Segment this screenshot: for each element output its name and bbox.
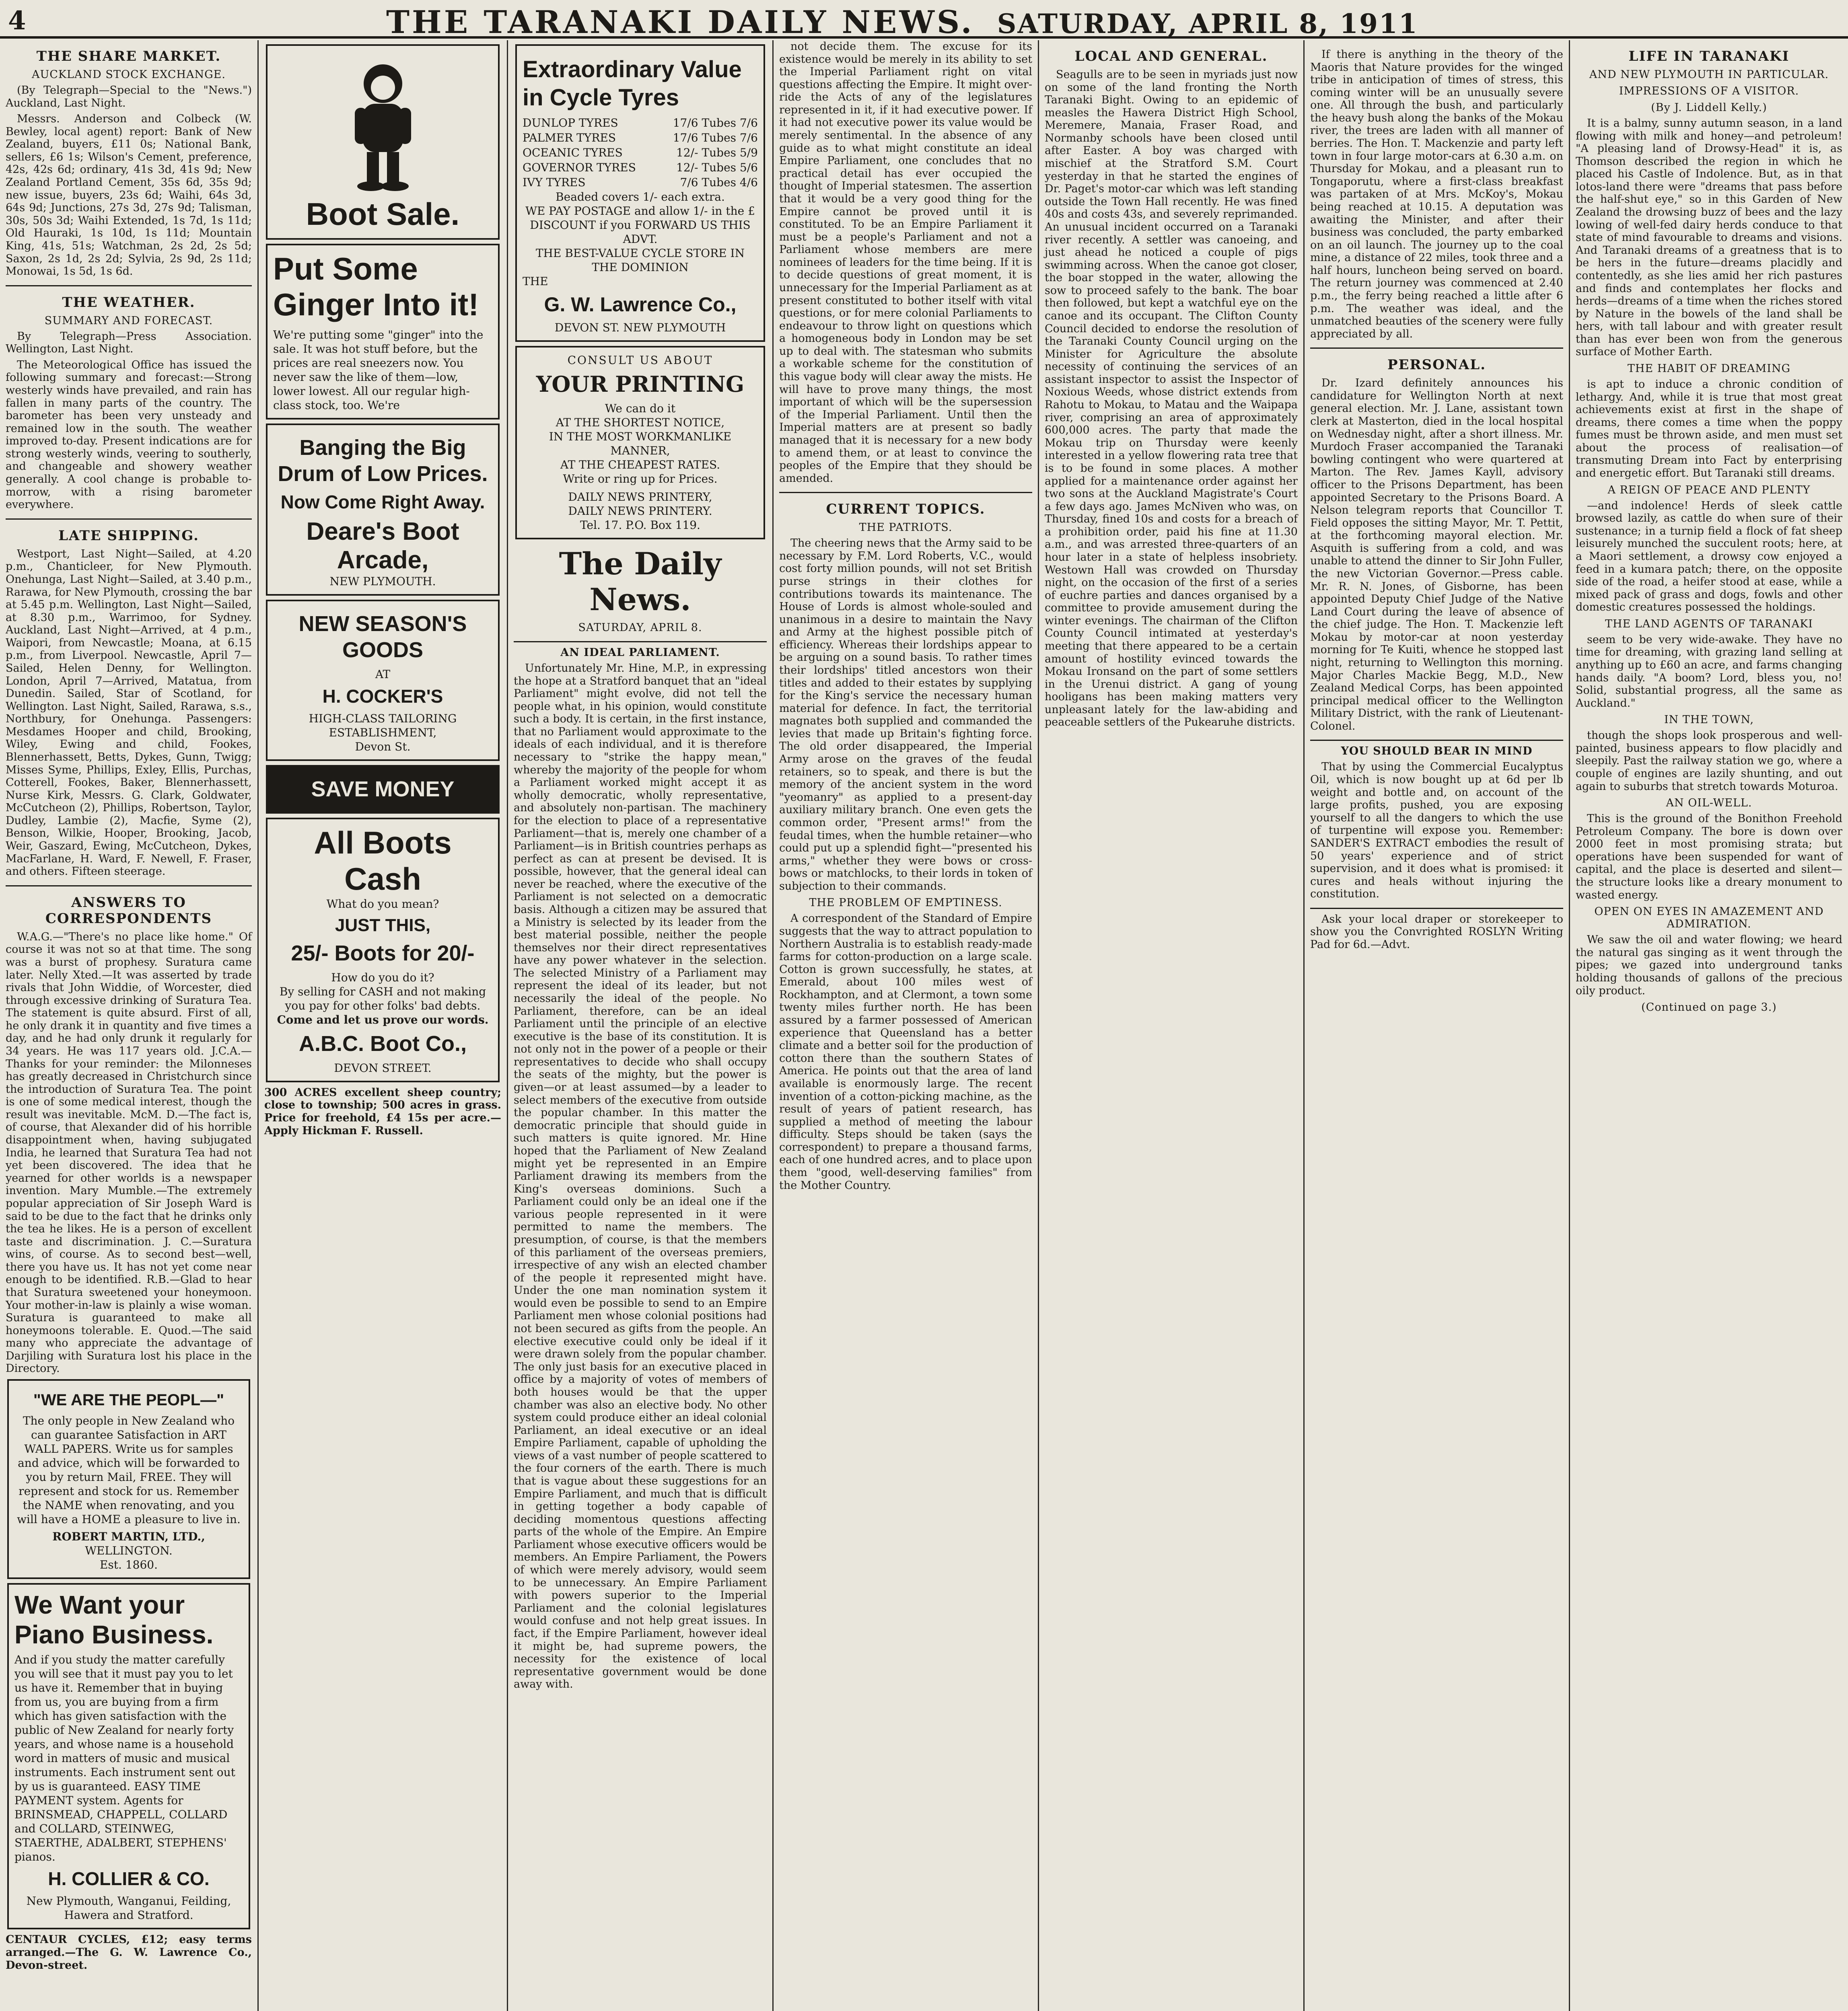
page-number: 4 <box>8 6 26 36</box>
cocker-place: Devon St. <box>355 740 411 754</box>
season-headline: NEW SEASON'S GOODS <box>298 612 467 662</box>
piano-address: New Plymouth, Wanganui, Feilding, Hawera and Stratford. <box>26 1894 231 1922</box>
emptiness-body: A correspondent of the Standard of Empire suggests that the way to attract population to Northern Australia is to establish ready-made farms for cotton-production on a large scale. Cotton is grown successfully, he states, at Emerald, about 100 miles west of Rockhampton, and at Clermont, a town some twenty miles further north. He has been assured by a farmer possessed of American experience that Queensland has a better climate and a better soil for the production of cotton there than the southern States of America. He points out that the area of land available is enormously large. The recent invention of a cotton-picking machine, as the result of years of patient research, has supplied a method of meeting the labour difficulty. Steps should be taken (says the correspondent) to prepare a thousand farms, each of one hundred acres, and to place upon them "good, well-deserving families" from the Mother Country. <box>779 912 1032 1192</box>
all-boots-just: JUST THIS, <box>335 915 431 936</box>
deares-firm: Deare's Boot Arcade, <box>306 517 459 574</box>
divider <box>6 285 252 286</box>
tyre-price: 12/- Tubes 5/9 <box>676 146 758 160</box>
ginger-advert <box>266 244 500 419</box>
jester-figure-icon <box>339 56 427 192</box>
divider <box>1310 348 1563 349</box>
personal-heading: PERSONAL. <box>1387 357 1486 373</box>
column-1 <box>0 40 257 2011</box>
centaur-cycles-notice: CENTAUR CYCLES, £12; easy terms arranged.—The G. W. Lawrence Co., Devon-street. <box>6 1933 252 1972</box>
printing-headline: YOUR PRINTING <box>536 371 745 397</box>
banging-headline: Banging the Big Drum of Low Prices. <box>278 436 488 486</box>
correspondents-heading: ANSWERS TO CORRESPONDENTS <box>45 894 212 927</box>
abc-boot-advert <box>266 818 500 1082</box>
column-6 <box>1303 40 1569 2011</box>
divider <box>1310 908 1563 909</box>
tyre-price: 17/6 Tubes 7/6 <box>673 131 758 145</box>
ideal-parliament-body: Unfortunately Mr. Hine, M.P., in expressing the hope at a Stratford banquet that an "ideal Parliament" might evolve, did not tell the people what, in his opinion, would constitute such a body. It is certain, in the first instance, that no Parliament would approximate to the ideals of each individual, and it is therefore necessary to "strike the happy mean," whereby the majority of the people for whom a Parliament worked might accept it as wholly democratic, wholly representative, and absolutely non-partisan. The machinery for the election to place of a representative Parliament—that is, merely one chamber of a Parliament—is in British countries perhaps as perfect as can at present be devised. It is possible, however, that the general ideal can never be reached, where the executive of the Parliament is not selected on a democratic basis. Although a citizen may be assured that a Ministry is selected by its leader from the best material possible, neither the people themselves nor their direct representatives have any power whatever in the selection. The selected Ministry of a Parliament may represent the ideal of its leader, but not necessarily the ideal of the people. No Parliament, therefore, can be an ideal Parliament until the principle of an elective executive is the base of its constitution. It is not only not in the power of a people or their representatives to decide who shall occupy the seats of the mighty, but the power is given—or at least assumed—by a leader to select members of the executive from outside the popular chamber. In this matter the democratic principle that should guide in such matters is quite ignored. Mr. Hine hoped that the Parliament of New Zealand might yet be represented in an Empire Parliament drawing its members from the King's overseas dominions. Such a Parliament could only be an ideal one if the various people represented in it were permitted to name the members. The presumption, of course, is that the members of this parliament of the overseas premiers, irrespective of any wish an elected chamber of the people it represented might have. Under the one man nomination system it would even be possible to send to an Empire Parliament men whose colonial positions had not been secured as gifts from the people. An elective executive could only be ideal if it were drawn solely from the popular chamber. The only just basis for an executive placed in office by a majority of votes of members of both houses would be that the upper chamber was also an elective body. No other system could produce either an ideal colonial Parliament, an ideal executive or an ideal Empire Parliament, capable of upholding the views of a vast number of people scattered to the four corners of the earth. There is much that is vague about these suggestions for an Empire Parliament, and much that is difficult in getting together a body capable of deciding momentous questions affecting parts of the whole of the Empire. An Empire Parliament whose executive officers would be members. An Empire Parliament, the Powers of which were merely advisory, would seem to be unnecessary. An Empire Parliament with powers superior to the Imperial Parliament and the colonial legislatures would confuse and not help great issues. In fact, if the Empire Parliament, however ideal it might be, had supreme powers, the necessity for the existence of local representative government would be done away with. <box>514 662 767 1691</box>
current-topics-heading: CURRENT TOPICS. <box>826 501 986 518</box>
printing-tel: Tel. 17. P.O. Box 119. <box>580 518 700 532</box>
tyres-headline: Extraordinary Value in Cycle Tyres <box>523 56 742 111</box>
cocker-firm: H. COCKER'S <box>322 686 443 707</box>
share-market-body: Messrs. Anderson and Colbeck (W. Bewley, local agent) report: Bank of New Zealand, buyers, £11 0s; National Bank, sellers, £6 1s; Wilson's Cement, preference, 42s, 42s 6d; ordinary, 41s 3d, 41s 9d; New Zealand Portland Cement, 35s 6d, 35s 9d; new issue, buyers, 23s 6d; Waihi, 64s 3d, 64s 9d; Junctions, 27s 3d, 27s 9d; Talisman, 30s, 50s 3d; Waihi Extended, 1s 7d, 1s 11d; Old Hauraki, 1s 10d, 1s 11d; Mountain King, 41s, 51s; Watchman, 2s 2d, 2s 5d; Saxon, 2s 1d, 2s 2d; Sylvia, 2s 9d, 2s 11d; Monowai, 1s 5d, 1s 6d. <box>6 113 252 278</box>
share-market-byline: (By Telegraph—Special to the "News.") Auckland, Last Night. <box>6 84 252 109</box>
taranaki-intro: It is a balmy, sunny autumn season, in a land flowing with milk and honey—and petroleum! "A pleasing land of Drowsy-Head" it is, as Thomson described the region in which he placed his Castle of Indolence. But, as in that lotos-land there were "dreams that pass before the half-shut eye," so in this Garden of New Zealand the drowsing buzz of bees and the lazy lowing of well-fed dairy herds conduce to that state of mind favourable to dreams and visions. And Taranaki dreams of a greatness that is to be hers in the future—dreams placidly and contentedly, as she lies amid her rich pastures and finds and contemplates her flocks and herds—dreams of a time when the riches stored by Nature in the bowels of the land shall be hers, with tall labour and with greater result than has ever been won from the generous surface of Mother Earth. <box>1576 117 1842 358</box>
column-5 <box>1038 40 1303 2011</box>
banging-tagline: Now Come Right Away. <box>280 491 485 512</box>
printing-consult: CONSULT US ABOUT <box>567 354 713 367</box>
tyre-row <box>523 130 758 145</box>
column-7 <box>1569 40 1848 2011</box>
land-agents-body: seem to be very wide-awake. They have no time for dreaming, with grazing land selling at anything up to £60 an acre, and farms changing hands daily. "A boom? Lord, bless you, no! Solid, substantial progress, all the same as Auckland." <box>1576 633 1842 709</box>
patriots-heading: THE PATRIOTS. <box>859 521 953 534</box>
abc-firm: A.B.C. Boot Co., <box>299 1031 467 1056</box>
boot-sale-headline: Boot Sale. <box>306 196 460 232</box>
divider <box>779 492 1032 493</box>
season-goods-advert <box>266 600 500 761</box>
tyre-name: GOVERNOR TYRES <box>523 161 636 175</box>
shipping-body: Westport, Last Night—Sailed, at 4.20 p.m., Chanticleer, for New Plymouth. Onehunga, Last Night—Sailed, at 3.40 p.m., Rarawa, for New Plymouth, crossing the bar at 5.45 p.m. Wellington, Last Night—Sailed, at 8.30 p.m., Warrimoo, for Sydney. Auckland, Last Night—Arrived, at 4 p.m., Waipori, from Newcastle; Moana, at 6.15 p.m., from Liverpool. Newcastle, April 7—Sailed, Helen Denny, for Wellington. London, April 7—Arrived, Matatua, from Dunedin. Sailed, Star of Scotland, for Wellington. Last Night, Sailed, Rarawa, s.s., Northbury, for Onehunga. Passengers: Mesdames Hooper and child, Brooking, Wiley, Ewing and child, Fookes, Blennerhassett, Betts, Dykes, Gunn, Twigg; Misses Syme, Phillips, Exley, Ellis, Purchas, Cotterell, Fookes, Baker, Blennerhassett, Nurse Kirk, Messrs. G. Clark, Goldwater, McCutcheon (2), Phillips, Robertson, Taylor, Dudley, Lambie (2), Macfie, Syme (2), Benson, Wilkie, Hooper, Brooking, Jacob, Weir, Gaszard, Ewing, McCutcheon, Dykes, MacFarlane, H. Ward, F. Newell, F. Fraser, and others. Fifteen steerage. <box>6 547 252 878</box>
season-at: AT <box>375 668 391 681</box>
all-boots-prove: Come and let us prove our words. <box>277 1013 489 1026</box>
wall-paper-advert <box>7 1379 250 1579</box>
wall-paper-est: Est. 1860. <box>99 1558 158 1572</box>
printing-line-3: IN THE MOST WORKMANLIKE MANNER, <box>549 430 732 457</box>
printing-line-1: We can do it <box>605 401 676 415</box>
bear-in-mind-body: That by using the Commercial Eucalyptus Oil, which is now bought up at 6d per lb weight and bottle and, on account of the large profits, pushed, you are exposing yourself to all the dangers to which the use of turpentine will expose you. Remember: SANDER'S EXTRACT embodies the result of 50 years' experience and of strict supervision, and it does what is promised: it cures and heals without injuring the constitution. <box>1310 761 1563 901</box>
tyres-the: THE <box>523 275 548 288</box>
divider <box>1310 740 1563 741</box>
personal-body: Dr. Izard definitely announces his candidature for Wellington North at next general election. Mr. J. Lane, assistant town clerk at Masterton, died in the local hospital on Wednesday night, after a short illness. Mr. Murdoch Fraser accompanied the Taranaki bowling contingent who were quartered at Marton. The Rev. James Kayll, advisory officer to the Prisons Department, has been appointed Secretary to the Prisons Board. A Nelson telegram reports that Councillor T. Field opposes the sitting Mayor, Mr. T. Pettit, at the forthcoming mayoral election. Mr. Asquith is suffering from a cold, and was unable to attend the dinner to Sir John Fuller, the new Victorian Governor.—Press cable. Mr. R. N. Jones, of Gisborne, has been appointed Deputy Chief Judge of the Native Land Court during the leave of absence of the chief judge. The Hon. T. Mackenzie left Mokau by motor-car at noon yesterday morning for Te Kuiti, whence he stopped last night, returning to Wellington this morning. Major Charles Mackie Begg, M.D., New Zealand Medical Corps, has been appointed principal medical officer to the Wellington Military District, with the rank of Lieutenant-Colonel. <box>1310 377 1563 732</box>
cocker-desc: HIGH-CLASS TAILORING ESTABLISHMENT, <box>309 712 457 740</box>
piano-headline: We Want your Piano Business. <box>14 1590 214 1649</box>
reign-body: —and indolence! Herds of sleek cattle browsed lazily, as cattle do when sure of their sustenance; in a turnip field a flock of fat sheep leisurely munched the succulent roots; here, at a Maori settlement, a drowsy cow enjoyed a feed in a kumara patch; there, on the opposite side of the road, a heifer stood at ease, while a mixed pack of grass and dogs, fowls and other domestic creatures possessed the holdings. <box>1576 499 1842 614</box>
weather-body: The Meteorological Office has issued the following summary and forecast:—Strong westerly winds have prevailed, and rain has fallen in many parts of the country. The barometer has been very unsteady and remained low in the south. The weather improved to-day. Present indications are for strong westerly winds, veering to southerly, and changeable and showery weather generally. A cool change is probable to-morrow, with a rising barometer everywhere. <box>6 358 252 511</box>
save-money-label: SAVE MONEY <box>311 777 455 802</box>
printing-firm: DAILY NEWS PRINTERY, <box>568 490 712 504</box>
weather-subheading: SUMMARY AND FORECAST. <box>44 314 213 327</box>
local-general-heading: LOCAL AND GENERAL. <box>1074 48 1268 64</box>
lawrence-address: DEVON ST. NEW PLYMOUTH <box>554 321 726 335</box>
printing-firm-2: DAILY NEWS PRINTERY. <box>568 504 712 518</box>
in-the-town-heading: IN THE TOWN, <box>1664 714 1754 726</box>
column-4 <box>772 40 1038 2011</box>
divider <box>6 518 252 520</box>
ideal-parliament-continued: not decide them. The excuse for its existence would be merely in its ability to set the Imperial Parliament right on vital questions affecting the Empire. It might over-ride the Acts of any of the legislatures represented in it, if it had executive power. If it had not executive power its value would be merely sentimental. In the absence of any guide as to what might constitute an ideal Empire Parliament, one concludes that no practical detail has ever occupied the thought of Imperial statesmen. The assertion that it would be a very good thing for the Empire cannot be proved until it is constituted. To be an Empire Parliament it must be a people's Parliament and not a Parliament whose members are mere nominees of leaders for the time being. If it is to decide questions of great moment, it is unnecessary for the Imperial Parliament as at present constituted to bother itself with vital questions, or for mere colonial Parliaments to endeavour to throw light on questions which a homogeneous body in London may be set up to deal with. The statesman who submits a workable scheme for the constitution of this vague body will clear away the mists. He will have to prove many things, the most important of which will be the supersession of the Imperial Parliament. Until then the Imperial matters are at present so badly managed that it is necessary for a new body to amend them, or at least to convince the peoples of the Empire that they should be amended. <box>779 40 1032 485</box>
tyres-note-2: WE PAY POSTAGE and allow 1/- in the £ DISCOUNT if you FORWARD US THIS ADVT. <box>525 204 755 246</box>
tyre-name: IVY TYRES <box>523 176 586 189</box>
cycle-tyres-advert <box>515 44 765 342</box>
local-general-continued: If there is anything in the theory of the Maoris that Nature provides for the winged tribe in anticipation of times of stress, this coming winter will be an unusually severe one. All through the bush, and particularly the heavy bush along the banks of the Mokau river, the trees are laden with all manner of berries. The Hon. T. Mackenzie and party left town in four large motor-cars at 6.30 a.m. on Thursday for Mokau, and a pleasant run to Tongaporutu, where a first-class breakfast was partaken of at Mrs. McKoy's, Mokau being reached at 10.15. A deputation was awaiting the Minister, and after their business was concluded, the party embarked on an oil launch. The journey up to the coal mine, a distance of 22 miles, took three and a half hours, luncheon being served on board. The return journey was commenced at 2.40 p.m., the ferry being reached a little after 6 p.m. The weather was ideal, and the unmatched beauties of the scenery were fully appreciated by all. <box>1310 48 1563 340</box>
tyres-note-3: THE BEST-VALUE CYCLE STORE IN THE DOMINION <box>535 247 745 274</box>
printing-line-2: AT THE SHORTEST NOTICE, <box>556 415 725 429</box>
oil-well-heading: AN OIL-WELL. <box>1666 797 1752 810</box>
impressions-heading: IMPRESSIONS OF A VISITOR. <box>1619 85 1799 97</box>
tyre-name: DUNLOP TYRES <box>523 116 618 130</box>
emptiness-heading: THE PROBLEM OF EMPTINESS. <box>809 897 1002 909</box>
continued-note: (Continued on page 3.) <box>1641 1001 1777 1014</box>
tyre-name: PALMER TYRES <box>523 131 616 145</box>
piano-body: And if you study the matter carefully you will see that it must pay you to let us have it. Remember that in buying from us, you are buying from a firm which has given satisfaction with the public of New Zealand for nearly forty years, and whose name is a household word in matters of music and musical instruments. Each instrument sent out by us is guaranteed. EASY TIME PAYMENT system. Agents for BRINSMEAD, CHAPPELL, COLLARD and COLLARD, STEINWEG, STAERTHE, ADALBERT, STEPHENS' pianos. <box>14 1653 235 1864</box>
issue-date: SATURDAY, APRIL 8, 1911 <box>997 8 1418 39</box>
tyre-price: 17/6 Tubes 7/6 <box>673 116 758 130</box>
piano-advert <box>7 1583 250 1929</box>
weather-heading: THE WEATHER. <box>62 294 196 310</box>
shipping-heading: LATE SHIPPING. <box>58 527 199 544</box>
reign-heading: A REIGN OF PEACE AND PLENTY <box>1607 483 1811 496</box>
editorial-date: SATURDAY, APRIL 8. <box>578 621 702 634</box>
lawrence-firm: G. W. Lawrence Co., <box>544 293 737 316</box>
masthead <box>0 0 1848 39</box>
local-general-body: Seagulls are to be seen in myriads just now on some of the land fronting the North Taranaki Bight. Owing to an epidemic of measles the Hawera District High School, Meremere, Manaia, Fraser Road, and Normanby schools have been closed until after Easter. A boy was charged with mischief at the Stratford S.M. Court yesterday in that he started the engines of Dr. Paget's motor-car which was left standing outside the Town Hall recently. He was fined 40s and costs 43s, and severely reprimanded. An unusual incident occurred on a Taranaki river recently. A settler was canoeing, and just ahead he noticed a couple of pigs swimming across. When the canoe got closer, the boar stopped in the water, allowing the sow to proceed safely to the bank. The boar then followed, but kept a watchful eye on the canoe and its occupant. The Clifton County Council decided to endorse the resolution of the Taranaki County Council urging on the Minister for Agriculture the absolute necessity of continuing the services of an assistant inspector to assist the Inspector of Noxious Weeds, whose district extends from Rahotu to Mokau, to Matau and the Waipapa river, comprising an area of approximately 600,000 acres. The party that made the Mokau trip on Thursday were keenly interested in a yellow flowering rata tree that is to be found in some places. A mother applied for a maintenance order against her two sons at the Auckland Magistrate's Court a few days ago. James McNiven who was, on Thursday, fined 10s and costs for a breach of a prohibition order, paid his fine at 11.30 a.m., and was arrested three-quarters of an hour later in a state of helpless insobriety. Westown Hall was crowded on Thursday night, on the occasion of the first of a series of euchre parties and dances organised by a committee to provide amusement during the winter evenings. The chairman of the Clifton County Council intimated at yesterday's meeting that there appeared to be a certain amount of hostility evinced towards the Mokau Ironsand on the part of some settlers in the Urenui district. A gang of young hooligans has been making matters very unpleasant lately for the law-abiding and peaceable settlers of the Pukearuhe districts. <box>1045 68 1298 729</box>
ginger-body: We're putting some "ginger" into the sale. It was hot stuff before, but the prices are real sneezers now. You never saw the like of them—low, lower lowest. All our regular high-class stock, too. We're <box>273 328 484 412</box>
banging-advert <box>266 424 500 596</box>
all-boots-how: How do you do it? <box>331 971 434 984</box>
all-boots-question: What do you mean? <box>326 897 439 911</box>
printing-line-4: AT THE CHEAPEST RATES. <box>560 458 720 471</box>
piano-firm: H. COLLIER & CO. <box>48 1868 210 1890</box>
deares-place: NEW PLYMOUTH. <box>329 575 436 588</box>
column-2 <box>257 40 507 2011</box>
open-eyes-body: We saw the oil and water flowing; we heard the natural gas singing as it went through the pipes; we gazed into underground tanks holding thousands of gallons of the precious oily product. <box>1576 934 1842 997</box>
all-boots-body: By selling for CASH and not making you pay for other folks' bad debts. <box>279 985 486 1012</box>
divider <box>6 885 252 886</box>
tyre-row <box>523 145 758 160</box>
in-the-town-body: though the shops look prosperous and well-painted, business appears to flow placidly and sleepily. Past the railway station we go, where a couple of engines are lazily shunting, and out again to suburbs that stretch towards Moturoa. <box>1576 729 1842 793</box>
life-in-taranaki-subheading: AND NEW PLYMOUTH IN PARTICULAR. <box>1589 68 1829 81</box>
taranaki-byline: (By J. Liddell Kelly.) <box>1651 101 1767 114</box>
tyres-note-1: Beaded covers 1/- each extra. <box>556 190 725 204</box>
life-in-taranaki-heading: LIFE IN TARANAKI <box>1628 48 1790 64</box>
share-market-subheading: AUCKLAND STOCK EXCHANGE. <box>31 68 226 81</box>
weather-byline: By Telegraph—Press Association. Wellington, Last Night. <box>6 330 252 356</box>
wall-paper-place: WELLINGTON. <box>85 1544 173 1558</box>
ideal-parliament-heading: AN IDEAL PARLIAMENT. <box>560 646 720 659</box>
save-money-banner <box>266 765 500 814</box>
wall-paper-headline: "WE ARE THE PEOPL—" <box>33 1391 224 1409</box>
wall-paper-firm: ROBERT MARTIN, LTD., <box>52 1530 205 1544</box>
column-3 <box>507 40 772 2011</box>
open-eyes-heading: OPEN ON EYES IN AMAZEMENT AND ADMIRATION. <box>1594 905 1824 931</box>
tyre-price: 7/6 Tubes 4/6 <box>680 176 758 189</box>
dreaming-heading: THE HABIT OF DREAMING <box>1627 362 1791 375</box>
abc-street: DEVON STREET. <box>334 1061 432 1075</box>
tyre-row <box>523 175 758 190</box>
divider <box>514 641 767 642</box>
newspaper-title <box>386 4 1714 41</box>
boot-sale-advert <box>266 44 500 240</box>
daily-news-masthead: The Daily News. <box>559 545 722 617</box>
all-boots-offer: 25/- Boots for 20/- <box>291 941 475 966</box>
wall-paper-body: The only people in New Zealand who can guarantee Satisfaction in ART WALL PAPERS. Write us for samples and advice, which will be forwarded to you by return Mail, FREE. They will represent and stock for us. Remember the NAME when renovating, and you will have a HOME a pleasure to live in. <box>17 1414 241 1526</box>
tyre-row <box>523 115 758 130</box>
patriots-body: The cheering news that the Army said to be necessary by F.M. Lord Roberts, V.C., would cost forty million pounds, will not set British purse strings in their clothes for contributions towards its maintenance. The House of Lords is almost whole-souled and unanimous in a desire to maintain the Navy and Army at the highest possible pitch of efficiency. Whereas their lordships appear to be arguing on a sound basis. To rather times their lordships' titled ancestors won their titles and added to their estates by supplying for the King's service the necessary human material for defence. In fact, the territorial magnates both supplied and commanded the levies that made up Britain's fighting force. The old order disappeared, the Imperial Army arose on the graves of the feudal retainers, so to speak, and there is but the memory of the ancient system in the word "yeomanry" as applied to a present-day auxiliary military branch. One even gets the common order, "Present arms!" from the feudal times, when the humble retainer—who could put up a splendid fight—"presented his arms," whether they were bows or cross-bows or matchlocks, to their lords in token of subjection to their commands. <box>779 537 1032 892</box>
tyre-price: 12/- Tubes 5/6 <box>676 161 758 175</box>
title-text: THE TARANAKI DAILY NEWS. <box>386 4 974 41</box>
all-boots-headline: All Boots Cash <box>314 825 452 897</box>
share-market-heading: THE SHARE MARKET. <box>36 48 221 64</box>
roslyn-notice: Ask your local draper or storekeeper to show you the Convrighted ROSLYN Writing Pad for 6d.—Advt. <box>1310 913 1563 951</box>
bear-in-mind-heading: YOU SHOULD BEAR IN MIND <box>1341 745 1533 758</box>
printing-line-5: Write or ring up for Prices. <box>563 472 718 485</box>
dreaming-body: is apt to induce a chronic condition of lethargy. And, while it is true that most great achievements exist at first in the shape of dreams, there comes a time when the poppy fumes must be thrown aside, and men must set about the process of realisation—of transmuting Dream into Fact by enterprising and energetic effort. But Taranaki still dreams. <box>1576 378 1842 480</box>
acres-notice: 300 ACRES excellent sheep country; close to township; 500 acres in grass. Price for freehold, £4 15s per acre.—Apply Hickman F. Russell. <box>264 1086 501 1137</box>
correspondents-body: W.A.G.—"There's no place like home." Of course it was not so at that time. The song was a burst of prophesy. Suratura came later. Nelly Xted.—It was asserted by trade rivals that John Widdie, of Worcester, died through excessive drinking of Suratura Tea. The statement is quite absurd. First of all, he only drank it in quantity and five times a day, and he had only drunk it regularly for 34 years. He was 117 years old. J.C.A.—Thanks for your reminder: the Milonneses has greatly decreased in Christchurch since the introduction of Suratura Tea. The point is one of some medical interest, though the result was inevitable. McM. D.—The fact is, of course, that Alexander did of his horrible disappointment when, having subjugated India, he learned that Suratura Tea had not yet been discovered. The idea that he yearned for other worlds is a newspaper invention. Mary Mumble.—The extremely popular appreciation of Sir Joseph Ward is said to be due to the fact that he drinks only the tea he likes. He is a person of excellent taste and discrimination. J. C.—Suratura wins, of course. As to second best—well, there you have us. It has not yet come near enough to be identified. R.B.—Glad to hear that Suratura sweetened your honeymoon. Your mother-in-law is plainly a wise woman. Suratura is guaranteed to make all honeymoons tolerable. E. Quod.—The said many who appreciate the advantage of Darjiling with Suratura lost his place in the Directory. <box>6 930 252 1375</box>
oil-well-body: This is the ground of the Bonithon Freehold Petroleum Company. The bore is down over 2000 feet in most promising strata; but operations have been suspended for want of capital, and the place is deserted and silent—the structure looks like a dreary monument to wasted energy. <box>1576 812 1842 901</box>
ginger-headline: Put Some Ginger Into it! <box>273 251 479 323</box>
printing-advert <box>515 346 765 539</box>
tyre-name: OCEANIC TYRES <box>523 146 623 160</box>
tyre-row <box>523 160 758 175</box>
land-agents-heading: THE LAND AGENTS OF TARANAKI <box>1605 617 1813 630</box>
